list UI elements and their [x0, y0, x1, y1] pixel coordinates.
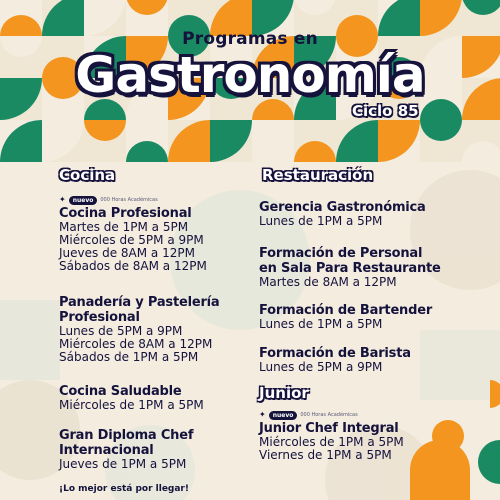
program-title-cont: en Sala Para Restaurante — [259, 261, 441, 276]
new-badge — [59, 195, 207, 205]
header-subtitle: Programas en — [182, 29, 318, 49]
program-title: Formación de Barista — [259, 346, 411, 361]
sparkle-icon: ✦ — [59, 195, 66, 204]
schedule-line: Martes de 1PM a 5PM — [59, 220, 189, 234]
cycle-label: Ciclo 85 — [352, 102, 419, 120]
schedule-line: Martes de 8AM a 12PM — [259, 275, 397, 289]
schedule-line: Lunes de 1PM a 5PM — [259, 317, 383, 331]
schedule-line: Miércoles de 5PM a 9PM — [59, 233, 204, 247]
program-title: Cocina Profesional — [59, 206, 192, 221]
header-title: Gastronomía — [75, 46, 425, 104]
hours-label: 000 Horas Académicas — [300, 412, 358, 418]
program-title: Gran Diploma Chef — [59, 428, 194, 443]
footer-tagline: ¡Lo mejor está por llegar! — [59, 484, 189, 494]
program-barista — [259, 346, 411, 374]
program-gran-diploma — [59, 428, 193, 471]
schedule-line: Lunes de 5PM a 9PM — [259, 360, 383, 374]
program-title: Formación de Personal — [259, 246, 423, 261]
schedule-line: Miércoles de 8AM a 12PM — [59, 337, 213, 351]
program-cocina-saludable — [59, 384, 204, 412]
section-cocina: Cocina — [59, 166, 116, 184]
schedule-line: Viernes de 1PM a 5PM — [259, 448, 392, 462]
schedule-line: Lunes de 5PM a 9PM — [59, 324, 183, 338]
schedule-line: Lunes de 1PM a 5PM — [259, 214, 383, 228]
new-label: nuevo — [269, 411, 298, 420]
program-title: Gerencia Gastronómica — [259, 200, 426, 215]
schedule-line: Jueves de 8AM a 12PM — [59, 246, 195, 260]
program-bartender — [259, 303, 432, 331]
schedule-line: Miércoles de 1PM a 5PM — [59, 398, 204, 412]
program-gerencia — [259, 200, 426, 228]
schedule-line: Sábados de 8AM a 12PM — [59, 259, 207, 273]
new-label: nuevo — [69, 196, 98, 205]
program-title: Cocina Saludable — [59, 384, 182, 399]
sparkle-icon: ✦ — [259, 410, 266, 419]
schedule-line: Jueves de 1PM a 5PM — [59, 457, 187, 471]
hours-label: 000 Horas Académicas — [100, 197, 158, 203]
program-title-cont: Profesional — [59, 310, 140, 325]
program-title: Panadería y Pastelería — [59, 295, 220, 310]
program-panaderia — [59, 295, 220, 364]
new-badge — [259, 410, 404, 420]
program-cocina-profesional — [59, 195, 207, 273]
program-title: Formación de Bartender — [259, 303, 433, 318]
program-formacion-personal — [259, 246, 441, 289]
program-junior-chef — [259, 410, 404, 462]
program-title-cont: Internacional — [59, 443, 154, 458]
section-restauracion: Restauración — [262, 166, 374, 184]
program-title: Junior Chef Integral — [259, 421, 399, 436]
schedule-line: Miércoles de 1PM a 5PM — [259, 435, 404, 449]
section-junior: Junior — [259, 384, 309, 402]
schedule-line: Sábados de 1PM a 5PM — [59, 350, 199, 364]
